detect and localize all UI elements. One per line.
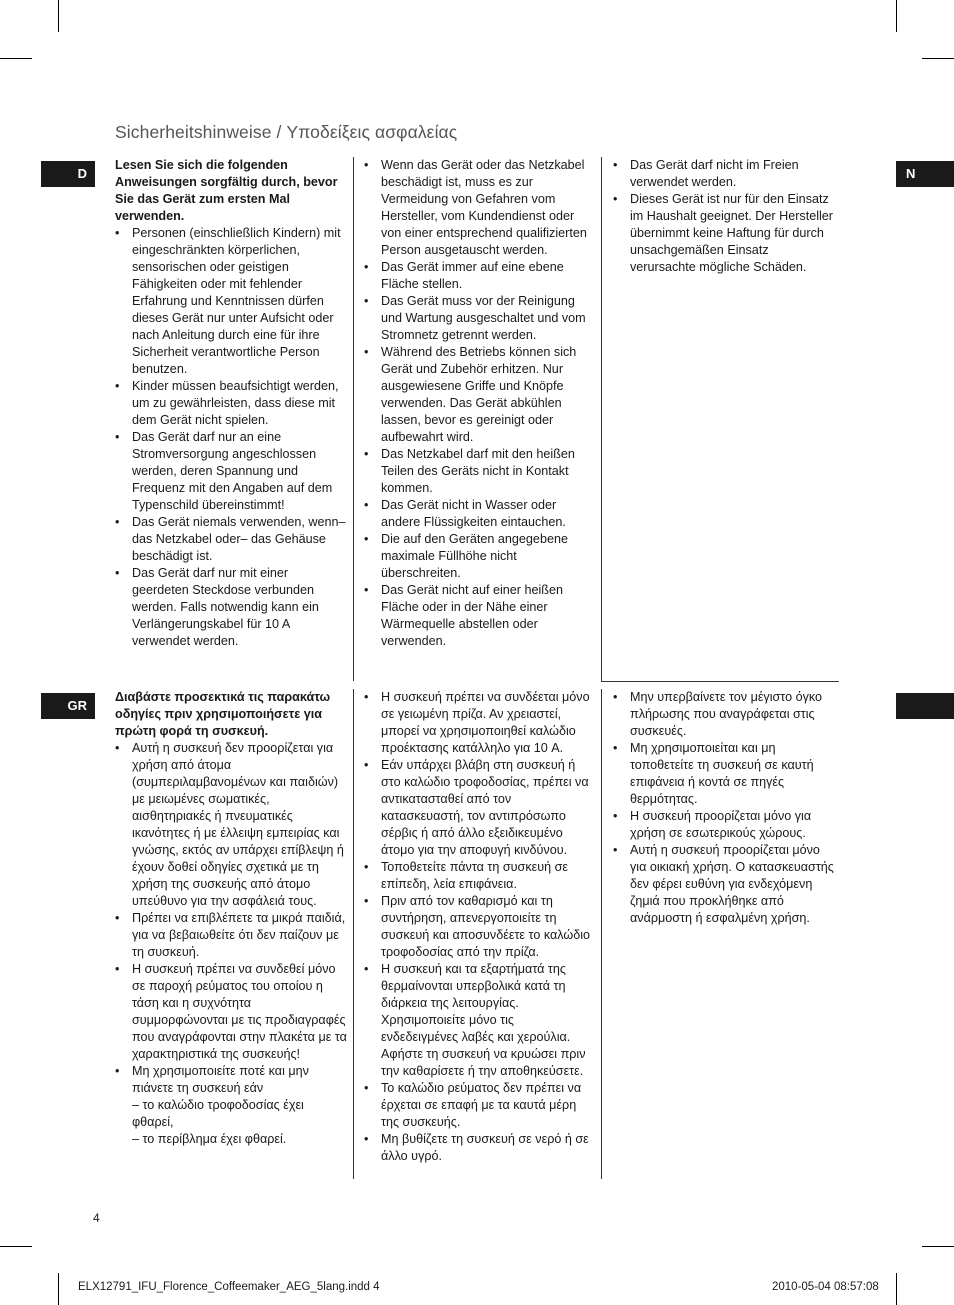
gr-column-3	[613, 689, 835, 927]
column-divider	[601, 157, 602, 681]
de-column-3	[613, 157, 835, 276]
bullet-item: • Το καλώδιο ρεύματος δεν πρέπει να έρχεται σε επαφή με τα καυτά μέρη της συσκευής.	[364, 1080, 594, 1131]
column-divider	[353, 689, 354, 1179]
crop-mark	[58, 1273, 59, 1305]
bullet-item: • Dieses Gerät ist nur für den Einsatz im Haushalt geeignet. Der Hersteller übernimmt keine Haftung für durch unsachgemäßen Einsatz verursachte mögliche Schäden.	[613, 191, 835, 276]
de-list-1	[115, 225, 347, 650]
de-column-2	[364, 157, 594, 650]
de-list-2	[364, 157, 594, 650]
bullet-item: • Das Gerät immer auf eine ebene Fläche stellen.	[364, 259, 594, 293]
crop-mark	[896, 0, 897, 32]
footer-filename: ELX12791_IFU_Florence_Coffeemaker_AEG_5lang.indd 4	[78, 1281, 380, 1293]
language-tab-next: N	[896, 161, 954, 187]
page-number: 4	[93, 1211, 100, 1225]
gr-intro: Διαβάστε προσεκτικά τις παρακάτω οδηγίες πριν χρησιμοποιήσετε για πρώτη φορά τη συσκευή.	[115, 690, 331, 738]
gr-column-1	[115, 689, 347, 1148]
bullet-item: • Η συσκευή πρέπει να συνδεθεί μόνο σε παροχή ρεύματος του οποίου η τάση και η συχνότητα συμμορφώνονται με τις προδιαγραφές που αναγράφονται στην πλακέτα με τα χαρακτηριστικά της συσκευής!	[115, 961, 347, 1063]
bullet-item: • Εάν υπάρχει βλάβη στη συσκευή ή στο καλώδιο τροφοδοσίας, πρέπει να αντικατασταθεί από τον κατασκευαστή, τον αντιπρόσωπο σέρβις ή από άλλο εξειδικευμένο άτομο για την αποφυγή κινδύνου.	[364, 757, 594, 859]
gr-list-1	[115, 740, 347, 1097]
gr-list-3	[613, 689, 835, 927]
sub-item: – το περίβλημα έχει φθαρεί.	[132, 1132, 287, 1146]
bullet-item: • Πριν από τον καθαρισμό και τη συντήρηση, απενεργοποιείτε τη συσκευή και αποσυνδέετε το καλώδιο τροφοδοσίας από την πρίζα.	[364, 893, 594, 961]
bullet-item: • Während des Betriebs können sich Gerät und Zubehör erhitzen. Nur ausgewiesene Griffe und Knöpfe verwenden. Das Gerät abkühlen lassen, bevor es gereinigt oder aufbewahrt wird.	[364, 344, 594, 446]
column-divider	[353, 157, 354, 681]
bullet-item: • Kinder müssen beaufsichtigt werden, um zu gewährleisten, dass diese mit dem Gerät nicht spielen.	[115, 378, 347, 429]
bullet-item: • Das Netzkabel darf mit den heißen Teilen des Geräts nicht in Kontakt kommen.	[364, 446, 594, 497]
gr-column-2	[364, 689, 594, 1165]
bullet-item: • Μη χρησιμοποιείται και μη τοποθετείτε τη συσκευή σε καυτή επιφάνεια ή κοντά σε πηγές θερμότητας.	[613, 740, 835, 808]
bullet-item: • Πρέπει να επιβλέπετε τα μικρά παιδιά, για να βεβαιωθείτε ότι δεν παίζουν με τη συσκευή.	[115, 910, 347, 961]
bullet-item: • Die auf den Geräten angegebene maximale Füllhöhe nicht überschreiten.	[364, 531, 594, 582]
bullet-item: • Μη χρησιμοποιείτε ποτέ και μην πιάνετε τη συσκευή εάν	[115, 1063, 347, 1097]
bullet-item: • Wenn das Gerät oder das Netzkabel beschädigt ist, muss es zur Vermeidung von Gefahren vom Hersteller, vom Kundendienst oder von einer entsprechend qualifizierten Person ausgetauscht werden.	[364, 157, 594, 259]
crop-mark	[0, 58, 32, 59]
bullet-item: • Das Gerät niemals verwenden, wenn– das Netzkabel oder– das Gehäuse beschädigt ist.	[115, 514, 347, 565]
section-divider	[601, 681, 839, 682]
crop-mark	[922, 58, 954, 59]
de-intro: Lesen Sie sich die folgenden Anweisungen sorgfältig durch, bevor Sie das Gerät zum ersten Mal verwenden.	[115, 158, 338, 223]
crop-mark	[58, 0, 59, 32]
bullet-item: • Das Gerät nicht in Wasser oder andere Flüssigkeiten eintauchen.	[364, 497, 594, 531]
bullet-item: • Das Gerät muss vor der Reinigung und Wartung ausgeschaltet und vom Stromnetz getrennt werden.	[364, 293, 594, 344]
bullet-item: • Αυτή η συσκευή προορίζεται μόνο για οικιακή χρήση. Ο κατασκευαστής δεν φέρει ευθύνη για ενδεχόμενη ζημιά που προκλήθηκε από ανάρμοστη ή εσφαλμένη χρήση.	[613, 842, 835, 927]
language-tab-next-gr	[896, 693, 954, 719]
gr-sub-list	[115, 1097, 347, 1148]
bullet-item: • Η συσκευή πρέπει να συνδέεται μόνο σε γειωμένη πρίζα. Αν χρειαστεί, μπορεί να χρησιμοποιηθεί καλώδιο προέκτασης κατάλληλο για 10 A.	[364, 689, 594, 757]
bullet-item: • Das Gerät darf nur mit einer geerdeten Steckdose verbunden werden. Falls notwendig kann ein Verlängerungskabel für 10 A verwendet werden.	[115, 565, 347, 650]
bullet-item: • Das Gerät nicht auf einer heißen Fläche oder in der Nähe einer Wärmequelle abstellen oder verwenden.	[364, 582, 594, 650]
page-title: Sicherheitshinweise / Υποδείξεις ασφαλείας	[115, 122, 458, 142]
crop-mark	[896, 1273, 897, 1305]
gr-list-2	[364, 689, 594, 1165]
bullet-item: • Η συσκευή και τα εξαρτήματά της θερμαίνονται υπερβολικά κατά τη διάρκεια της λειτουργίας. Χρησιμοποιείτε μόνο τις ενδεδειγμένες λαβές και χερούλια. Αφήστε τη συσκευή να κρυώσει πριν την καθαρίσετε ή την αποθηκεύσετε.	[364, 961, 594, 1080]
bullet-item: • Η συσκευή προορίζεται μόνο για χρήση σε εσωτερικούς χώρους.	[613, 808, 835, 842]
bullet-item: • Αυτή η συσκευή δεν προορίζεται για χρήση από άτομα (συμπεριλαμβανομένων και παιδιών) με μειωμένες σωματικές, αισθητηριακές ή πνευματικές ικανότητες ή με έλλειψη εμπειρίας και γνώσης, εκτός αν υπάρχει επίβλεψη ή έχουν δοθεί οδηγίες σχετικά με τη χρήση της συσκευής από άτομο υπεύθυνο για την ασφάλειά τους.	[115, 740, 347, 910]
bullet-item: • Μην υπερβαίνετε τον μέγιστο όγκο πλήρωσης που αναγράφεται στις συσκευές.	[613, 689, 835, 740]
bullet-item: • Personen (einschließlich Kindern) mit eingeschränkten körperlichen, sensorischen oder geistigen Fähigkeiten oder mit fehlender Erfahrung und Kenntnissen dürfen dieses Gerät nur unter Aufsicht oder nach Anleitung durch eine für ihre Sicherheit verantwortliche Person benutzen.	[115, 225, 347, 378]
language-tab-gr: GR	[41, 693, 95, 719]
de-column-1	[115, 157, 347, 650]
footer-timestamp: 2010-05-04 08:57:08	[772, 1281, 879, 1293]
bullet-item: • Das Gerät darf nicht im Freien verwendet werden.	[613, 157, 835, 191]
bullet-item: • Μη βυθίζετε τη συσκευή σε νερό ή σε άλλο υγρό.	[364, 1131, 594, 1165]
de-list-3	[613, 157, 835, 276]
bullet-item: • Τοποθετείτε πάντα τη συσκευή σε επίπεδη, λεία επιφάνεια.	[364, 859, 594, 893]
language-tab-d: D	[41, 161, 95, 187]
column-divider	[601, 689, 602, 1179]
crop-mark	[922, 1246, 954, 1247]
bullet-item: • Das Gerät darf nur an eine Stromversorgung angeschlossen werden, deren Spannung und Frequenz mit den Angaben auf dem Typenschild übereinstimmt!	[115, 429, 347, 514]
sub-item: – το καλώδιο τροφοδοσίας έχει φθαρεί,	[132, 1098, 304, 1129]
crop-mark	[0, 1246, 32, 1247]
